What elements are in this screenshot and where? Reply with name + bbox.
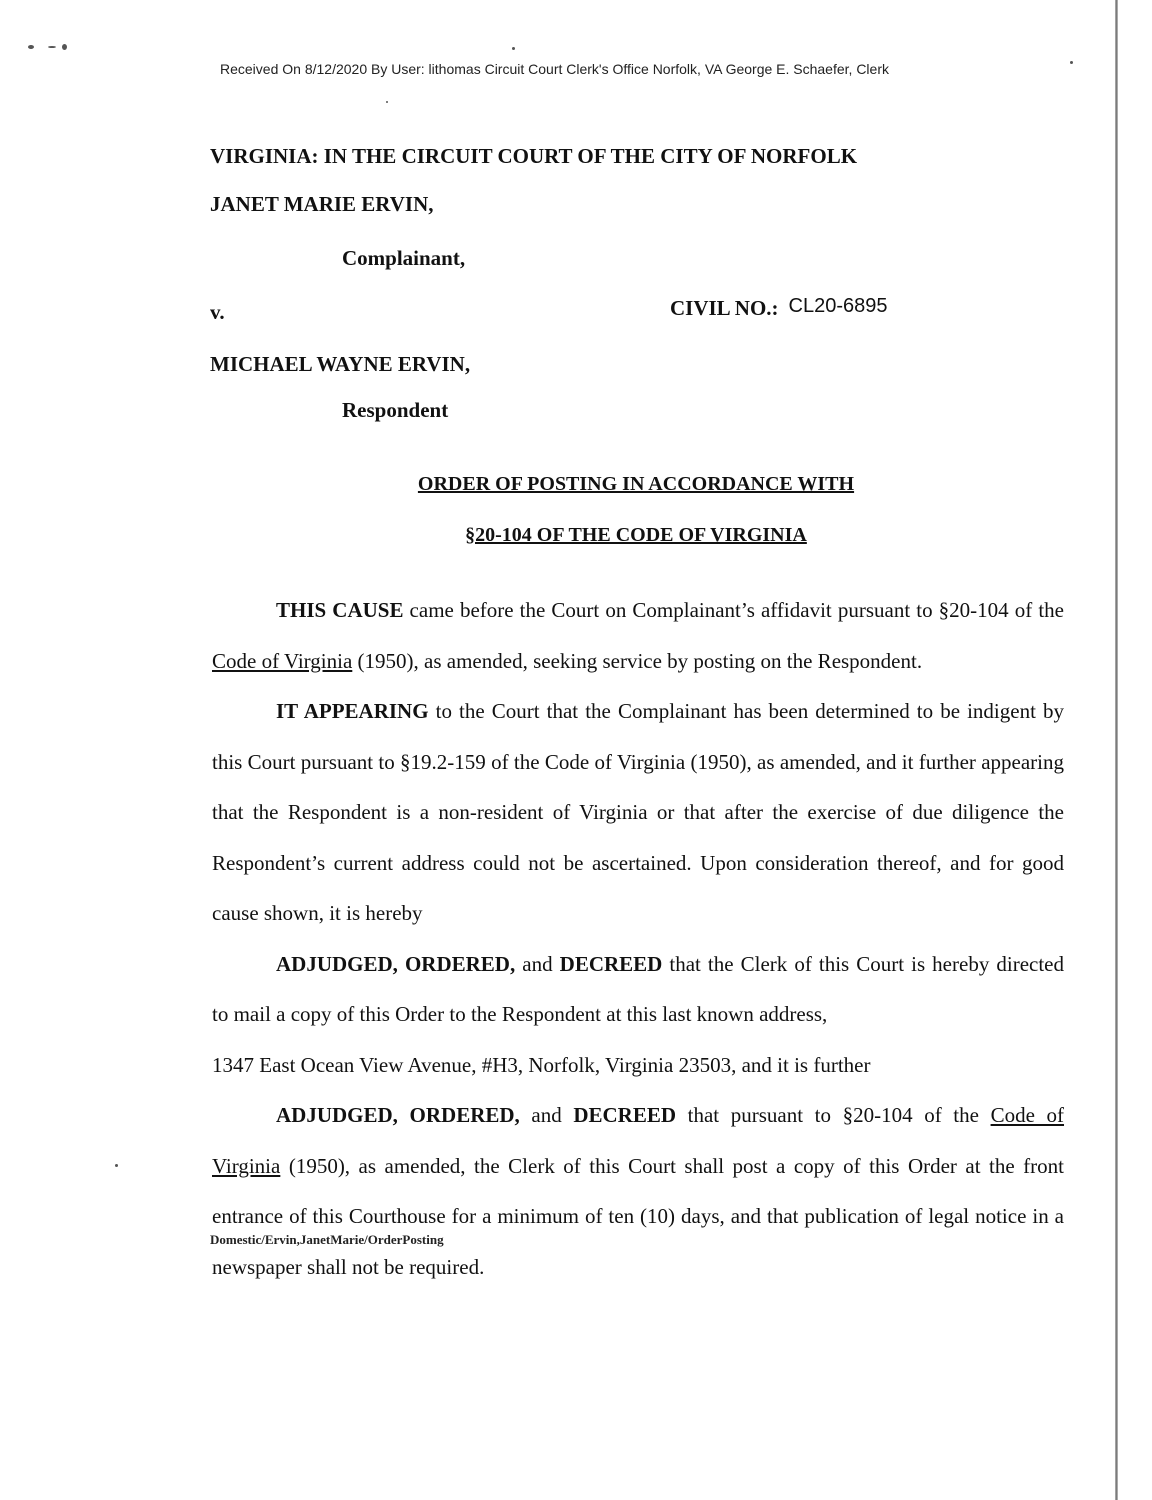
paragraph-post-order: [212, 1090, 1064, 1292]
civil-number-label: CIVIL NO.:: [670, 296, 779, 320]
court-heading: VIRGINIA: IN THE CIRCUIT COURT OF THE CITY OF NORFOLK: [210, 144, 858, 168]
text: that pursuant to §20-104 of the: [676, 1103, 991, 1127]
scan-speck: [386, 101, 388, 103]
order-body: [212, 585, 1064, 1292]
received-stamp: Received On 8/12/2020 By User: lithomas Circuit Court Clerk's Office Norfolk, VA George E. Schaefer, Clerk: [220, 61, 889, 77]
lead-decreed: DECREED: [573, 1103, 677, 1127]
text: (1950), as amended, seeking service by posting on the Respondent.: [352, 648, 923, 673]
scan-speck: [115, 1164, 118, 1167]
scan-speck: [48, 46, 56, 48]
lead-it-appearing: IT APPEARING: [276, 699, 429, 723]
lead-decreed: DECREED: [559, 951, 663, 976]
versus: v.: [210, 300, 225, 324]
lead-adjudged-ordered: ADJUDGED, ORDERED,: [276, 1103, 520, 1127]
scan-edge: [1115, 0, 1118, 1500]
civil-number-block: [670, 296, 888, 321]
paragraph-it-appearing: [212, 686, 1064, 939]
scan-speck: [28, 45, 34, 49]
address-line: 1347 East Ocean View Avenue, #H3, Norfolk, Virginia 23503, and it is further: [212, 1052, 871, 1077]
complainant-name: JANET MARIE ERVIN,: [210, 192, 434, 216]
order-title-line-2: §20-104 OF THE CODE OF VIRGINIA: [465, 524, 807, 546]
scan-speck: [62, 44, 67, 50]
order-title-line-1: ORDER OF POSTING IN ACCORDANCE WITH: [417, 473, 855, 495]
code-of-virginia-ref: Code of Virginia: [212, 1103, 1065, 1178]
text: (1950), as amended, the Clerk of this Court shall post a copy of this Order at the front entrance of this Courthouse for a minimum of ten (10) days, and that publication of legal notice in a newspaper shall not be required.: [212, 1153, 1064, 1279]
text: to the Court that the Complainant has been determined to be indigent by this Court pursuant to §19.2-159 of the Code of Virginia (1950), as amended, and it further appearing that the Respondent is a non-resident of Virginia or that after the exercise of due diligence the Respondent’s current address could not be ascertained. Upon consideration thereof, and for good cause shown, it is hereby: [212, 699, 1064, 925]
text: that the Clerk of this Court is hereby directed to mail a copy of this Order to the Respondent at this last known address,: [212, 951, 1064, 1026]
text: came before the Court on Complainant’s affidavit pursuant to §20-104 of the: [403, 598, 1064, 622]
scan-speck: [1070, 61, 1073, 64]
paragraph-this-cause: [212, 585, 1064, 686]
respondent-role: Respondent: [342, 398, 449, 422]
text: and: [515, 951, 560, 976]
civil-number: CL20-6895: [788, 295, 888, 317]
scan-speck: [512, 47, 515, 50]
text: and: [519, 1103, 574, 1127]
file-reference-footer: Domestic/Ervin,JanetMarie/OrderPosting: [210, 1232, 444, 1247]
paragraph-mail-order: [212, 939, 1064, 1040]
respondent-name: MICHAEL WAYNE ERVIN,: [210, 352, 471, 376]
lead-adjudged-ordered: ADJUDGED, ORDERED,: [276, 951, 516, 976]
complainant-role: Complainant,: [342, 246, 466, 270]
code-of-virginia-ref: Code of Virginia: [212, 648, 353, 673]
lead-this-cause: THIS CAUSE: [276, 598, 404, 622]
